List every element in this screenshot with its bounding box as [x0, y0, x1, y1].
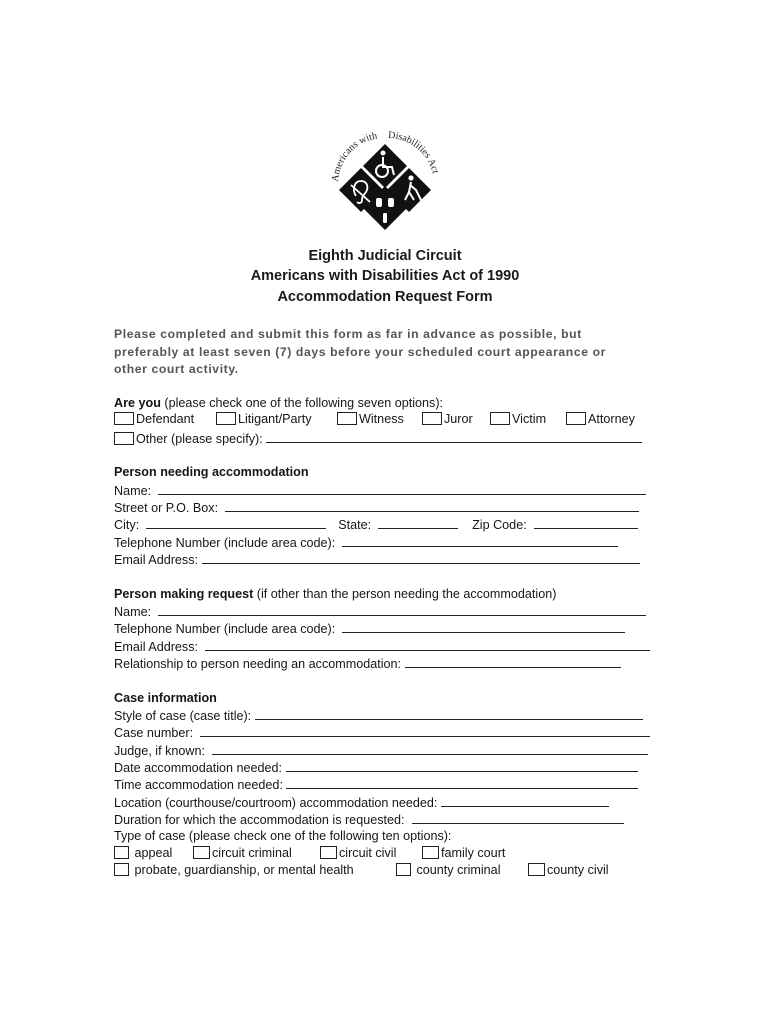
- case-duration-field[interactable]: [412, 811, 624, 824]
- checkbox[interactable]: [396, 863, 411, 876]
- option-label: Juror: [444, 412, 473, 426]
- intro-line: preferably at least seven (7) days before your scheduled court appearance or: [114, 344, 606, 359]
- needing-email-field[interactable]: [202, 551, 640, 564]
- other-specify-field[interactable]: [266, 430, 642, 443]
- case-location-field[interactable]: [441, 794, 609, 807]
- option-label: Witness: [359, 412, 404, 426]
- case-number-row: [114, 724, 650, 741]
- ada-logo: [326, 130, 444, 232]
- making-relationship-row: [114, 655, 621, 672]
- type-appeal[interactable]: [114, 846, 172, 860]
- option-label: circuit civil: [339, 846, 397, 860]
- needing-email-row: [114, 551, 640, 568]
- intro-line: other court activity.: [114, 362, 239, 376]
- field-label: State:: [338, 518, 372, 532]
- type-family-court[interactable]: [422, 846, 505, 860]
- are-you-label: [114, 395, 443, 411]
- field-label: Relationship to person needing an accommodation:: [114, 657, 402, 671]
- section-heading-case-info: [114, 690, 217, 706]
- case-time-row: [114, 776, 638, 793]
- option-other[interactable]: [114, 430, 642, 446]
- svg-text:Americans with: [330, 130, 378, 182]
- needing-name-field[interactable]: [158, 482, 646, 495]
- checkbox[interactable]: [490, 412, 510, 425]
- field-label: Telephone Number (include area code):: [114, 536, 336, 550]
- checkbox[interactable]: [114, 432, 134, 445]
- field-label: Email Address:: [114, 553, 198, 567]
- field-label: Date accommodation needed:: [114, 761, 283, 775]
- field-label: Email Address:: [114, 640, 198, 654]
- type-probate[interactable]: [114, 863, 354, 877]
- option-label: county civil: [547, 863, 609, 877]
- logo-arc-right-text: Disabilities Act: [387, 130, 441, 175]
- needing-city-row: [114, 516, 638, 533]
- needing-name-row: [114, 482, 646, 499]
- field-label: Name:: [114, 605, 152, 619]
- option-victim[interactable]: [490, 412, 546, 426]
- needing-city-field[interactable]: [146, 516, 326, 529]
- field-label: Style of case (case title):: [114, 709, 252, 723]
- case-date-row: [114, 759, 638, 776]
- field-label: Name:: [114, 484, 152, 498]
- needing-zip-field[interactable]: [534, 516, 638, 529]
- case-type-label: [114, 828, 451, 844]
- form-title: Accommodation Request Form: [277, 289, 493, 305]
- checkbox[interactable]: [114, 846, 129, 859]
- option-label: circuit criminal: [212, 846, 292, 860]
- are-you-bold: Are you: [114, 396, 161, 410]
- type-county-criminal[interactable]: [396, 863, 501, 877]
- type-county-civil[interactable]: [528, 863, 609, 877]
- type-circuit-criminal[interactable]: [193, 846, 292, 860]
- section-heading-text: Person needing accommodation: [114, 465, 309, 479]
- court-name: Eighth Judicial Circuit: [308, 248, 462, 264]
- option-label: probate, guardianship, or mental health: [134, 863, 354, 877]
- section-heading-person-making: [114, 586, 556, 602]
- needing-street-row: [114, 499, 639, 516]
- case-date-field[interactable]: [286, 759, 638, 772]
- section-heading-person-needing: [114, 464, 309, 480]
- option-attorney[interactable]: [566, 412, 635, 426]
- option-witness[interactable]: [337, 412, 404, 426]
- are-you-rest: (please check one of the following seven options):: [160, 396, 444, 410]
- option-label: Defendant: [136, 412, 195, 426]
- checkbox[interactable]: [320, 846, 337, 859]
- checkbox[interactable]: [528, 863, 545, 876]
- needing-telephone-field[interactable]: [342, 534, 618, 547]
- section-heading-text: Person making request: [114, 587, 254, 601]
- checkbox[interactable]: [422, 846, 439, 859]
- case-number-field[interactable]: [200, 724, 650, 737]
- checkbox[interactable]: [566, 412, 586, 425]
- option-defendant[interactable]: [114, 412, 194, 426]
- making-name-field[interactable]: [158, 603, 646, 616]
- logo-arc-left-text: Americans with: [329, 130, 379, 183]
- section-heading-note: (if other than the person needing the accommodation): [253, 587, 557, 601]
- type-circuit-civil[interactable]: [320, 846, 396, 860]
- checkbox[interactable]: [193, 846, 210, 859]
- intro-line: Please completed and submit this form as far in advance as possible, but: [114, 327, 582, 341]
- intro-paragraph: [114, 326, 674, 379]
- option-litigant[interactable]: [216, 412, 312, 426]
- section-heading-text: Case information: [114, 691, 217, 705]
- checkbox[interactable]: [114, 412, 134, 425]
- field-label: Street or P.O. Box:: [114, 501, 219, 515]
- checkbox[interactable]: [422, 412, 442, 425]
- act-title: Americans with Disabilities Act of 1990: [250, 268, 520, 284]
- case-duration-row: [114, 811, 624, 828]
- case-judge-row: [114, 742, 648, 759]
- case-time-field[interactable]: [286, 776, 638, 789]
- checkbox[interactable]: [337, 412, 357, 425]
- option-label: Victim: [512, 412, 547, 426]
- making-relationship-field[interactable]: [405, 655, 621, 668]
- field-label: Location (courthouse/courtroom) accommodation needed:: [114, 796, 438, 810]
- checkbox[interactable]: [216, 412, 236, 425]
- checkbox[interactable]: [114, 863, 129, 876]
- making-name-row: [114, 603, 646, 620]
- option-label: county criminal: [416, 863, 501, 877]
- case-location-row: [114, 794, 609, 811]
- making-email-field[interactable]: [205, 638, 650, 651]
- making-email-row: [114, 638, 650, 655]
- option-label: family court: [441, 846, 506, 860]
- field-label: Type of case (please check one of the following ten options):: [114, 829, 452, 843]
- field-label: Zip Code:: [472, 518, 527, 532]
- needing-state-field[interactable]: [378, 516, 458, 529]
- field-label: Duration for which the accommodation is requested:: [114, 813, 405, 827]
- case-judge-field[interactable]: [212, 742, 648, 755]
- making-telephone-row: [114, 620, 625, 637]
- option-label: appeal: [134, 846, 173, 860]
- field-label: Telephone Number (include area code):: [114, 622, 336, 636]
- making-telephone-field[interactable]: [342, 620, 625, 633]
- option-label: Litigant/Party: [238, 412, 312, 426]
- needing-telephone-row: [114, 534, 618, 551]
- option-juror[interactable]: [422, 412, 473, 426]
- option-label: Other (please specify):: [136, 432, 263, 446]
- needing-street-field[interactable]: [225, 499, 639, 512]
- field-label: Judge, if known:: [114, 744, 206, 758]
- field-label: Case number:: [114, 726, 194, 740]
- case-style-field[interactable]: [255, 707, 643, 720]
- case-style-row: [114, 707, 643, 724]
- field-label: Time accommodation needed:: [114, 778, 283, 792]
- field-label: City:: [114, 518, 140, 532]
- option-label: Attorney: [588, 412, 635, 426]
